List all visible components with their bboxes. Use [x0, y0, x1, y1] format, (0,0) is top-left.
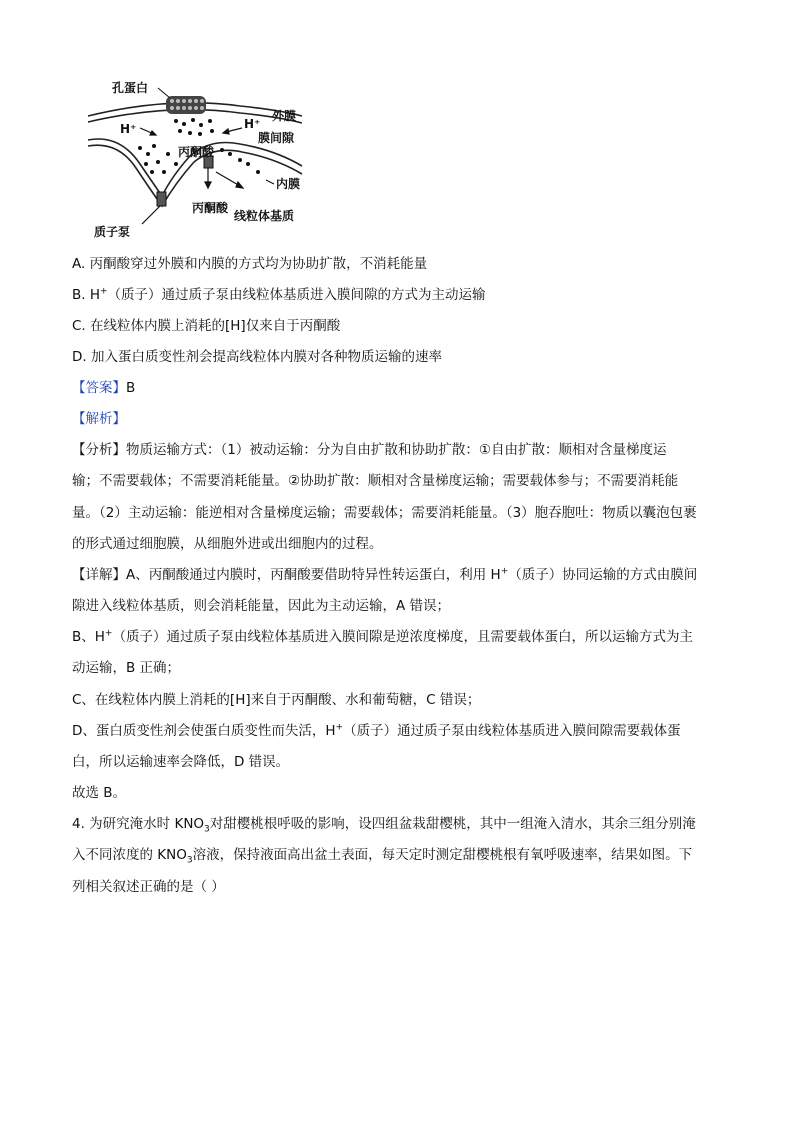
- porin-protein-icon: [166, 96, 206, 114]
- pyruvate-lower-label: 丙酮酸: [192, 201, 229, 215]
- answer-tag: 【答案】: [72, 380, 126, 396]
- matrix-label: 线粒体基质: [234, 209, 295, 223]
- analysis-line-4: 的形式通过细胞膜，从细胞外进或出细胞内的过程。: [72, 536, 383, 552]
- question-4-line-3: 列相关叙述正确的是（ ）: [72, 879, 225, 895]
- option-c: C. 在线粒体内膜上消耗的[H]仅来自于丙酮酸: [72, 318, 341, 334]
- pyruvate-upper-label: 丙酮酸: [178, 145, 215, 159]
- answer-value: B: [126, 380, 136, 396]
- analysis-line-3: 量。（2）主动运输：能逆相对含量梯度运输；需要载体；需要消耗能量。（3）胞吞胞吐：物质以囊泡包裹: [72, 505, 697, 521]
- option-d: D. 加入蛋白质变性剂会提高线粒体内膜对各种物质运输的速率: [72, 349, 442, 365]
- detail-line-7: 白，所以运输速率会降低，D 错误。: [72, 754, 290, 770]
- inner-membrane-label: 内膜: [276, 177, 301, 191]
- outer-membrane-label: 外膜: [272, 109, 297, 123]
- proton-pump-pointer: [142, 206, 160, 224]
- analysis-line-2: 输；不需要载体；不需要消耗能量。②协助扩散：顺相对含量梯度运输；需要载体参与；不需要消耗能: [72, 473, 679, 489]
- proton-pump-label: 质子泵: [94, 225, 131, 239]
- h-plus-right-label: H⁺: [244, 117, 261, 131]
- conclusion-line: 故选 B。: [72, 785, 127, 801]
- mitochondria-membrane-diagram: [80, 76, 330, 242]
- porin-label: 孔蛋白: [112, 81, 149, 95]
- option-a: A. 丙酮酸穿过外膜和内膜的方式均为协助扩散，不消耗能量: [72, 256, 428, 272]
- detail-line-4: 动运输，B 正确；: [72, 660, 181, 676]
- question-4-line-1: 4. 为研究淹水时 $KNO_3$对甜樱桃根呼吸的影响，设四组盆栽甜樱桃，其中一组淹入清水，其余三组分别淹: [72, 816, 696, 835]
- option-b: B. H+（质子）通过质子泵由线粒体基质进入膜间隙的方式为主动运输: [72, 286, 486, 303]
- proton-pump-icon: [157, 192, 166, 206]
- detail-line-2: 隙进入线粒体基质，则会消耗能量，因此为主动运输，A 错误；: [72, 598, 451, 614]
- detail-line-5: C、在线粒体内膜上消耗的[H]来自于丙酮酸、水和葡萄糖，C 错误；: [72, 692, 481, 708]
- detail-line-3: B、H+（质子）通过质子泵由线粒体基质进入膜间隙是逆浓度梯度，且需要载体蛋白，所以运输方式为主: [72, 628, 693, 645]
- intermembrane-space-label: 膜间隙: [258, 131, 295, 145]
- detail-line-1: 【详解】A、丙酮酸通过内膜时，丙酮酸要借助特异性转运蛋白，利用 H+（质子）协同运输的方式由膜间: [72, 566, 698, 583]
- analysis-line-1: 【分析】物质运输方式：（1）被动运输：分为自由扩散和协助扩散：①自由扩散：顺相对含量梯度运: [72, 442, 667, 458]
- question-4-line-2: 入不同浓度的 $KNO_3$溶液，保持液面高出盆土表面，每天定时测定甜樱桃根有氧呼吸速率，结果如图。下: [72, 847, 693, 866]
- analysis-heading: 【解析】: [72, 411, 126, 427]
- h-plus-left-label: H⁺: [120, 122, 137, 136]
- answer-line: [72, 378, 732, 398]
- detail-line-6: D、蛋白质变性剂会使蛋白质变性而失活，H+（质子）通过质子泵由线粒体基质进入膜间隙需要载体蛋: [72, 722, 681, 739]
